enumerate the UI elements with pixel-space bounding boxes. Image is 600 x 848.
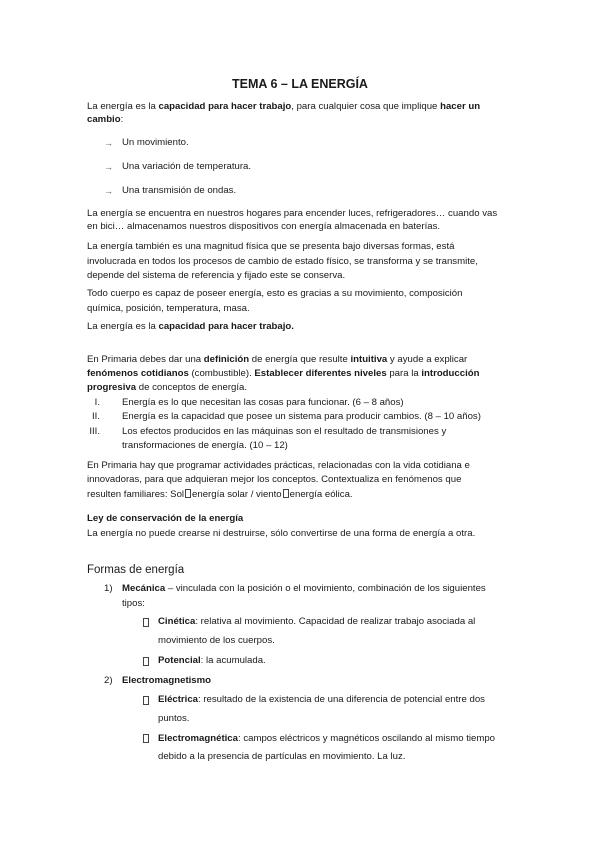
list-number: 1): [104, 583, 113, 594]
level-text: Los efectos producidos en las máquinas son el resultado de transmisiones y: [122, 426, 447, 437]
bullet-glyph-icon: [143, 734, 149, 743]
paragraph-line: depende del sistema de referencia y fijado este se conserva.: [87, 270, 346, 281]
bullet-glyph-icon: [143, 696, 149, 705]
paragraph-line: La energía se encuentra en nuestros hogares para encender luces, refrigeradores… cuando vas: [87, 208, 498, 219]
bullet-glyph-icon: [143, 618, 149, 627]
sub-item-potencial: Potencial: la acumulada.: [158, 655, 266, 666]
level-text: Energía es la capacidad que posee un sistema para producir cambios. (8 – 10 años): [122, 411, 481, 422]
level-number: III.: [89, 426, 100, 437]
page-title: TEMA 6 – LA ENERGÍA: [232, 77, 368, 91]
bullet-item: Un movimiento.: [122, 137, 189, 148]
arrow-icon: →: [104, 138, 113, 148]
bullet-item: Una variación de temperatura.: [122, 161, 252, 172]
forms-item-continued: tipos:: [122, 598, 145, 609]
missing-glyph-icon: [283, 489, 289, 498]
intro-line-2: cambio:: [87, 114, 124, 125]
law-text: La energía no puede crearse ni destruirse, sólo convertirse de una forma de energía a otra.: [87, 528, 476, 539]
paragraph-line: involucrada en todos los procesos de cambio de estado físico, se transforma y se transmite,: [87, 256, 478, 267]
law-heading: Ley de conservación de la energía: [87, 513, 244, 524]
sub-item-continued: puntos.: [158, 713, 190, 724]
level-number: II.: [92, 411, 100, 422]
list-number: 2): [104, 675, 113, 686]
missing-glyph-icon: [185, 489, 191, 498]
sub-item-continued: debido a la presencia de partículas en movimiento. La luz.: [158, 751, 406, 762]
sub-item-electrica: Eléctrica: resultado de la existencia de una diferencia de potencial entre dos: [158, 694, 485, 705]
paragraph-line: innovadoras, para que adquieran mejor los conceptos. Contextualiza en fenómenos que: [87, 474, 462, 485]
bullet-item: Una transmisión de ondas.: [122, 185, 237, 196]
primaria-line-1: En Primaria debes dar una definición de energía que resulte intuitiva y ayude a explicar: [87, 354, 468, 365]
paragraph-line: en bici… almacenamos nuestros dispositivos con energía almacenada en baterías.: [87, 221, 441, 232]
paragraph-line: La energía también es una magnitud física que se presenta bajo diversas formas, está: [87, 241, 455, 252]
primaria-line-3: progresiva de conceptos de energía.: [87, 382, 248, 393]
forms-item-mecanica: Mecánica – vinculada con la posición o el movimiento, combinación de los siguientes: [122, 583, 486, 594]
arrow-icon: →: [104, 162, 113, 172]
arrow-icon: →: [104, 186, 113, 196]
level-number: I.: [94, 397, 100, 408]
forms-item-electromagnetismo: Electromagnetismo: [122, 675, 212, 686]
level-text: Energía es lo que necesitan las cosas para funcionar. (6 – 8 años): [122, 397, 404, 408]
definition-line: La energía es la capacidad para hacer trabajo.: [87, 321, 294, 332]
section-heading: Formas de energía: [87, 564, 185, 576]
paragraph-line: Todo cuerpo es capaz de poseer energía, esto es gracias a su movimiento, composición: [87, 288, 463, 299]
paragraph-line: química, posición, temperatura, masa.: [87, 303, 250, 314]
sub-item-continued: movimiento de los cuerpos.: [158, 635, 275, 646]
intro-line-1: La energía es la capacidad para hacer trabajo, para cualquier cosa que implique hacer un: [87, 101, 481, 112]
sub-item-cinetica: Cinética: relativa al movimiento. Capacidad de realizar trabajo asociada al: [158, 616, 476, 627]
paragraph-line: En Primaria hay que programar actividades prácticas, relacionadas con la vida cotidiana e: [87, 460, 470, 471]
sub-item-electromagnetica: Electromagnética: campos eléctricos y magnéticos oscilando al mismo tiempo: [158, 733, 495, 744]
level-text-continued: transformaciones de energía. (10 – 12): [122, 440, 288, 451]
bullet-glyph-icon: [143, 657, 149, 666]
primaria-line-2: fenómenos cotidianos (combustible). Establecer diferentes niveles para la introducción: [87, 368, 480, 379]
paragraph-line: resulten familiares: Sol energía solar / viento energía eólica.: [87, 489, 353, 500]
